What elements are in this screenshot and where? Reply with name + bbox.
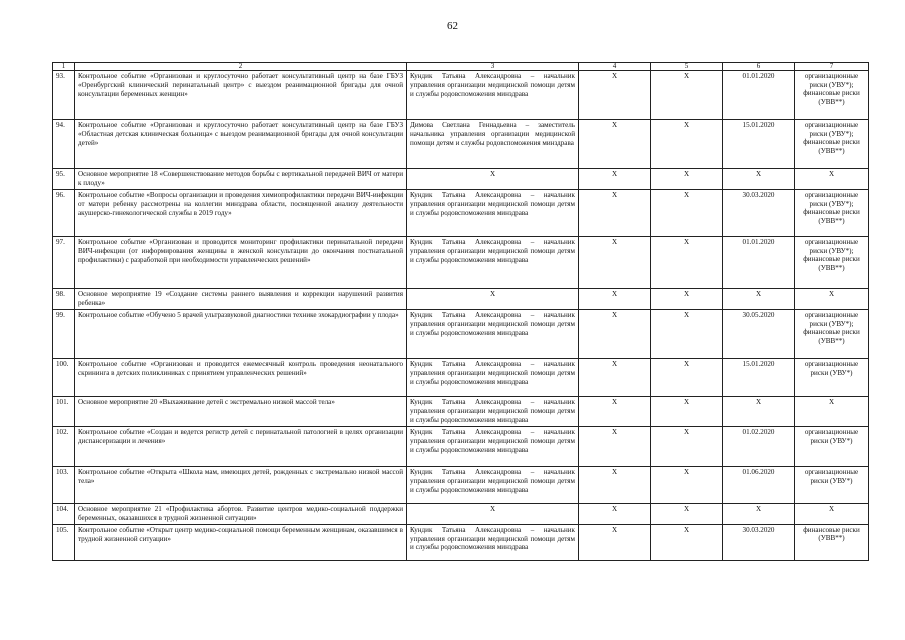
date-cell: 30.05.2020 — [723, 310, 795, 359]
column-5-cell: Х — [651, 467, 723, 504]
row-number-cell: 94. — [53, 120, 75, 169]
event-description-cell: Контрольное событие «Организован и проводится ежемесячный контроль проведения неонатального скрининга в детских поликлиниках с принятием управленческих решений» — [75, 359, 407, 397]
column-5-cell: Х — [651, 397, 723, 427]
risk-cell: Х — [795, 504, 869, 525]
column-header: 1 — [53, 63, 75, 71]
date-cell: 01.01.2020 — [723, 71, 795, 120]
date-cell: Х — [723, 289, 795, 310]
risk-cell: Х — [795, 169, 869, 190]
column-header: 5 — [651, 63, 723, 71]
row-number-cell: 98. — [53, 289, 75, 310]
row-number-cell: 99. — [53, 310, 75, 359]
responsible-person-cell: Кундик Татьяна Александровна – начальник управления организации медицинской помощи детям и службы родовспоможения минздрава — [407, 397, 579, 427]
event-description-cell: Основное мероприятие 18 «Совершенствование методов борьбы с вертикальной передачей ВИЧ от матери к плоду» — [75, 169, 407, 190]
column-4-cell: Х — [579, 524, 651, 560]
date-cell: Х — [723, 169, 795, 190]
event-description-cell: Контрольное событие «Открыта «Школа мам, имеющих детей, рожденных с экстремально низкой массой тела» — [75, 467, 407, 504]
date-cell: 30.03.2020 — [723, 190, 795, 237]
responsible-person-cell: Димова Светлана Геннадьевна – заместитель начальника управления организации медицинской помощи детям и службы родовспоможения минздрава — [407, 120, 579, 169]
responsible-person-cell: Х — [407, 169, 579, 190]
date-cell: Х — [723, 504, 795, 525]
column-4-cell: Х — [579, 310, 651, 359]
row-number-cell: 100. — [53, 359, 75, 397]
row-number-cell: 95. — [53, 169, 75, 190]
date-cell: 15.01.2020 — [723, 359, 795, 397]
table-row — [53, 237, 869, 289]
table-row — [53, 467, 869, 504]
row-number-cell: 104. — [53, 504, 75, 525]
column-4-cell: Х — [579, 504, 651, 525]
column-4-cell: Х — [579, 190, 651, 237]
event-description-cell: Основное мероприятие 20 «Выхаживание детей с экстремально низкой массой тела» — [75, 397, 407, 427]
column-4-cell: Х — [579, 397, 651, 427]
column-5-cell: Х — [651, 169, 723, 190]
column-5-cell: Х — [651, 524, 723, 560]
risk-cell: Х — [795, 397, 869, 427]
column-5-cell: Х — [651, 310, 723, 359]
column-5-cell: Х — [651, 289, 723, 310]
column-5-cell: Х — [651, 190, 723, 237]
responsible-person-cell: Кундик Татьяна Александровна – начальник управления организации медицинской помощи детям и службы родовспоможения минздрава — [407, 359, 579, 397]
row-number-cell: 105. — [53, 524, 75, 560]
column-5-cell: Х — [651, 120, 723, 169]
table-row — [53, 190, 869, 237]
event-description-cell: Контрольное событие «Организован и круглосуточно работает консультативный центр на базе ГБУЗ «Областная детская клиническая больница» с выездом реанимационной бригады для очной консультации детей» — [75, 120, 407, 169]
page-number: 62 — [447, 20, 458, 32]
responsible-person-cell: Кундик Татьяна Александровна – начальник управления организации медицинской помощи детям и службы родовспоможения минздрава — [407, 427, 579, 467]
risk-cell: организационные риски (УВУ*) — [795, 427, 869, 467]
table-row — [53, 169, 869, 190]
risk-cell: организационные риски (УВУ*); финансовые риски (УВВ**) — [795, 71, 869, 120]
responsible-person-cell: Кундик Татьяна Александровна – начальник управления организации медицинской помощи детям и службы родовспоможения минздрава — [407, 190, 579, 237]
event-description-cell: Контрольное событие «Открыт центр медико-социальной помощи беременным женщинам, оказавшимся в трудной жизненной ситуации» — [75, 524, 407, 560]
implementation-plan-table — [52, 62, 869, 561]
row-number-cell: 97. — [53, 237, 75, 289]
table-row — [53, 524, 869, 560]
risk-cell: организационные риски (УВУ*) — [795, 359, 869, 397]
table-row — [53, 71, 869, 120]
event-description-cell: Основное мероприятие 19 «Создание системы раннего выявления и коррекции нарушений развития ребенка» — [75, 289, 407, 310]
row-number-cell: 93. — [53, 71, 75, 120]
column-4-cell: Х — [579, 169, 651, 190]
row-number-cell: 96. — [53, 190, 75, 237]
column-header: 4 — [579, 63, 651, 71]
risk-cell: организационные риски (УВУ*); финансовые риски (УВВ**) — [795, 120, 869, 169]
column-4-cell: Х — [579, 427, 651, 467]
column-4-cell: Х — [579, 120, 651, 169]
date-cell: 15.01.2020 — [723, 120, 795, 169]
date-cell: Х — [723, 397, 795, 427]
risk-cell: организационные риски (УВУ*); финансовые риски (УВВ**) — [795, 190, 869, 237]
date-cell: 01.01.2020 — [723, 237, 795, 289]
column-5-cell: Х — [651, 427, 723, 467]
table-row — [53, 397, 869, 427]
row-number-cell: 102. — [53, 427, 75, 467]
responsible-person-cell: Кундик Татьяна Александровна – начальник управления организации медицинской помощи детям и службы родовспоможения минздрава — [407, 310, 579, 359]
column-5-cell: Х — [651, 359, 723, 397]
risk-cell: финансовые риски (УВВ**) — [795, 524, 869, 560]
responsible-person-cell: Х — [407, 289, 579, 310]
column-number-row — [53, 63, 869, 71]
date-cell: 01.02.2020 — [723, 427, 795, 467]
date-cell: 01.06.2020 — [723, 467, 795, 504]
event-description-cell: Контрольное событие «Обучено 5 врачей ультразвуковой диагностики технике эхокардиографии у плода» — [75, 310, 407, 359]
event-description-cell: Основное мероприятие 21 «Профилактика абортов. Развитие центров медико-социальной поддержки беременных, оказавшихся в трудной жизненной ситуации» — [75, 504, 407, 525]
responsible-person-cell: Кундик Татьяна Александровна – начальник управления организации медицинской помощи детям и службы родовспоможения минздрава — [407, 71, 579, 120]
responsible-person-cell: Кундик Татьяна Александровна – начальник управления организации медицинской помощи детям и службы родовспоможения минздрава — [407, 524, 579, 560]
event-description-cell: Контрольное событие «Вопросы организации и проведения химиопрофилактики передачи ВИЧ-инфекции от матери ребенку рассмотрены на коллегии минздрава области, посвященной анализу деятельности акушерско-гинекологической службы в 2019 году» — [75, 190, 407, 237]
table-row — [53, 310, 869, 359]
row-number-cell: 103. — [53, 467, 75, 504]
row-number-cell: 101. — [53, 397, 75, 427]
event-description-cell: Контрольное событие «Организован и круглосуточно работает консультативный центр на базе ГБУЗ «Оренбургский клинический перинатальный центр» с выездом реанимационной бригады для очной консультации беременных женщин» — [75, 71, 407, 120]
table-row — [53, 504, 869, 525]
column-header: 2 — [75, 63, 407, 71]
date-cell: 30.03.2020 — [723, 524, 795, 560]
column-5-cell: Х — [651, 71, 723, 120]
table-row — [53, 289, 869, 310]
table-row — [53, 359, 869, 397]
table-row — [53, 120, 869, 169]
column-4-cell: Х — [579, 359, 651, 397]
column-header: 6 — [723, 63, 795, 71]
responsible-person-cell: Кундик Татьяна Александровна – начальник управления организации медицинской помощи детям и службы родовспоможения минздрава — [407, 237, 579, 289]
column-4-cell: Х — [579, 467, 651, 504]
risk-cell: организационные риски (УВУ*); финансовые риски (УВВ**) — [795, 310, 869, 359]
risk-cell: организационные риски (УВУ*) — [795, 467, 869, 504]
responsible-person-cell: Кундик Татьяна Александровна – начальник управления организации медицинской помощи детям и службы родовспоможения минздрава — [407, 467, 579, 504]
event-description-cell: Контрольное событие «Создан и ведется регистр детей с перинатальной патологией в целях организации диспансеризации и лечения» — [75, 427, 407, 467]
risk-cell: Х — [795, 289, 869, 310]
column-4-cell: Х — [579, 71, 651, 120]
table-row — [53, 427, 869, 467]
event-description-cell: Контрольное событие «Организован и проводится мониторинг профилактики перинатальной передачи ВИЧ-инфекции (от информирования женщины в женской консультации до окончания постнатальной профилактики) с разработкой при необходимости управленческих решений» — [75, 237, 407, 289]
column-4-cell: Х — [579, 289, 651, 310]
column-5-cell: Х — [651, 504, 723, 525]
column-4-cell: Х — [579, 237, 651, 289]
responsible-person-cell: Х — [407, 504, 579, 525]
column-header: 7 — [795, 63, 869, 71]
risk-cell: организационные риски (УВУ*); финансовые риски (УВВ**) — [795, 237, 869, 289]
column-5-cell: Х — [651, 237, 723, 289]
column-header: 3 — [407, 63, 579, 71]
